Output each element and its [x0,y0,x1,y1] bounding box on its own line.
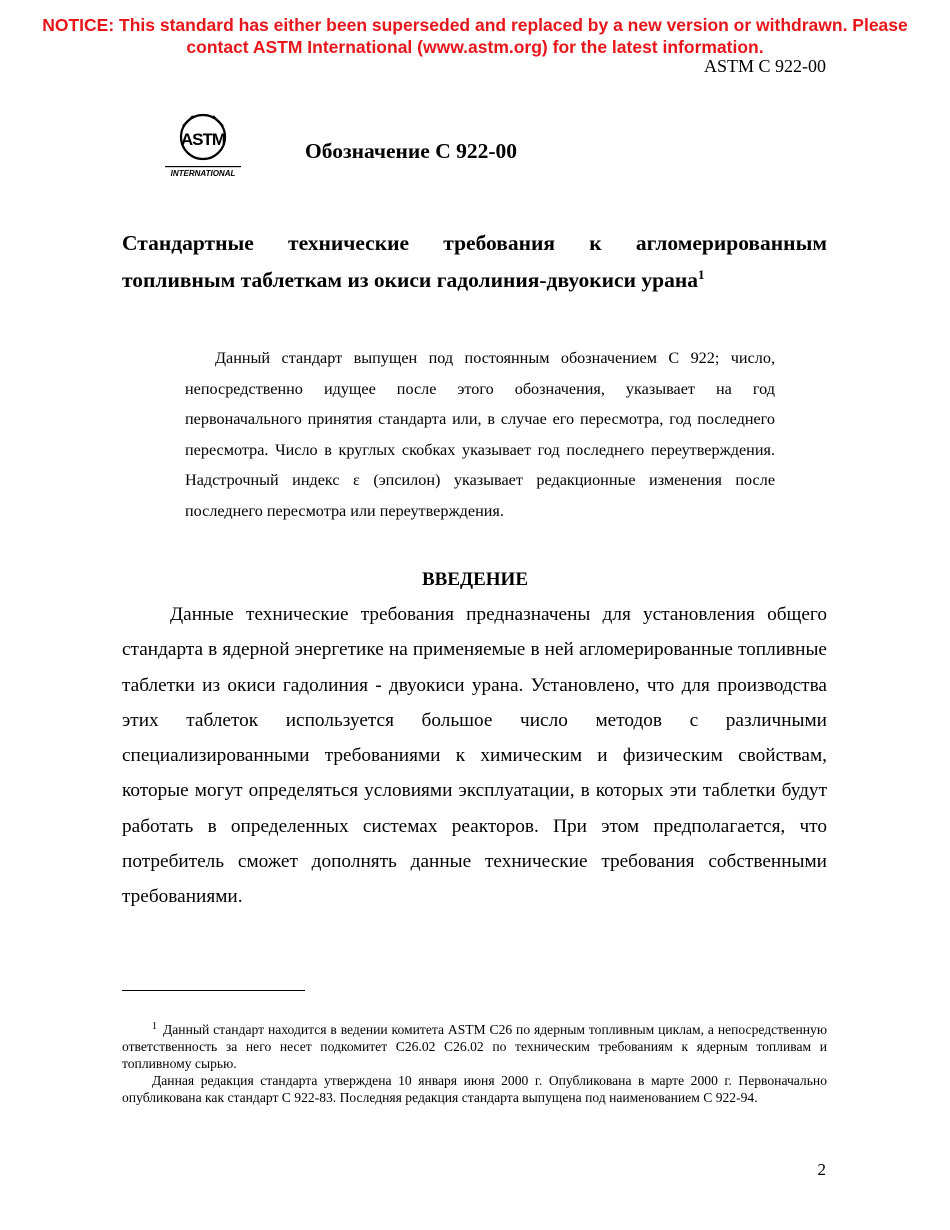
document-title [122,225,827,299]
standard-id-header: ASTM C 922-00 [703,56,826,76]
introduction-paragraph: Данные технические требования предназначены для установления общего стандарта в ядерной энергетике на применяемые в ней агломерированные топливные таблетки из окиси гадолиния - двуокиси урана. Установлено, что для производства этих таблеток используется большое число методов с различными специализированными требованиями к химическим и физическим свойствам, которые могут определяться условиями эксплуатации, в которых эти таблетки будут работать в определенных системах реакторов. При этом предполагается, что потребитель сможет дополнять данные технические требования собственными требованиями. [122,604,827,908]
footnote-1-text: Данный стандарт находится в ведении комитета ASTM C26 по ядерным топливным циклам, а непосредственную ответственность за него несет подкомитет C26.02 C26.02 по техническим требованиям к ядерным топливам и топливному сырью. [122,1022,827,1071]
logo-wordmark: ASTM [180,130,226,149]
notice-line-1: NOTICE: This standard has either been superseded and replaced by a new version or withdrawn. Please [42,15,908,35]
designation-heading: Обозначение С 922-00 [305,139,518,163]
footnote-2: Данная редакция стандарта утверждена 10 января июня 2000 г. Опубликована в марте 2000 г. Первоначально опубликована как стандарт С 922-83. Последняя редакция стандарта выпущена под наименованием С 922-94. [122,1073,827,1105]
footnote-mark: 1 [152,1021,157,1032]
footnote-divider [122,990,305,991]
footnote-1 [122,1021,827,1072]
footnotes [122,1021,827,1106]
introduction-heading: ВВЕДЕНИЕ [422,569,528,590]
withdrawn-notice [0,14,950,58]
notice-line-2: contact ASTM International (www.astm.org) for the latest information. [186,37,764,57]
page-number: 2 [817,1160,826,1179]
title-footnote-mark: 1 [697,266,705,282]
astm-logo-icon [163,112,243,180]
logo-subtext: INTERNATIONAL [170,169,236,178]
preface-paragraph: Данный стандарт выпущен под постоянным обозначением С 922; число, непосредственно идущее после этого обозначения, указывает на год первоначального принятия стандарта или, в случае его пересмотра, год последнего пересмотра. Число в круглых скобках указывает год последнего переутверждения. Надстрочный индекс ε (эпсилон) указывает редакционные изменения после последнего пересмотра или переутверждения. [185,349,775,520]
title-text: Стандартные технические требования к агломерированным топливным таблеткам из окиси гадолиния-двуокиси урана [122,231,827,292]
